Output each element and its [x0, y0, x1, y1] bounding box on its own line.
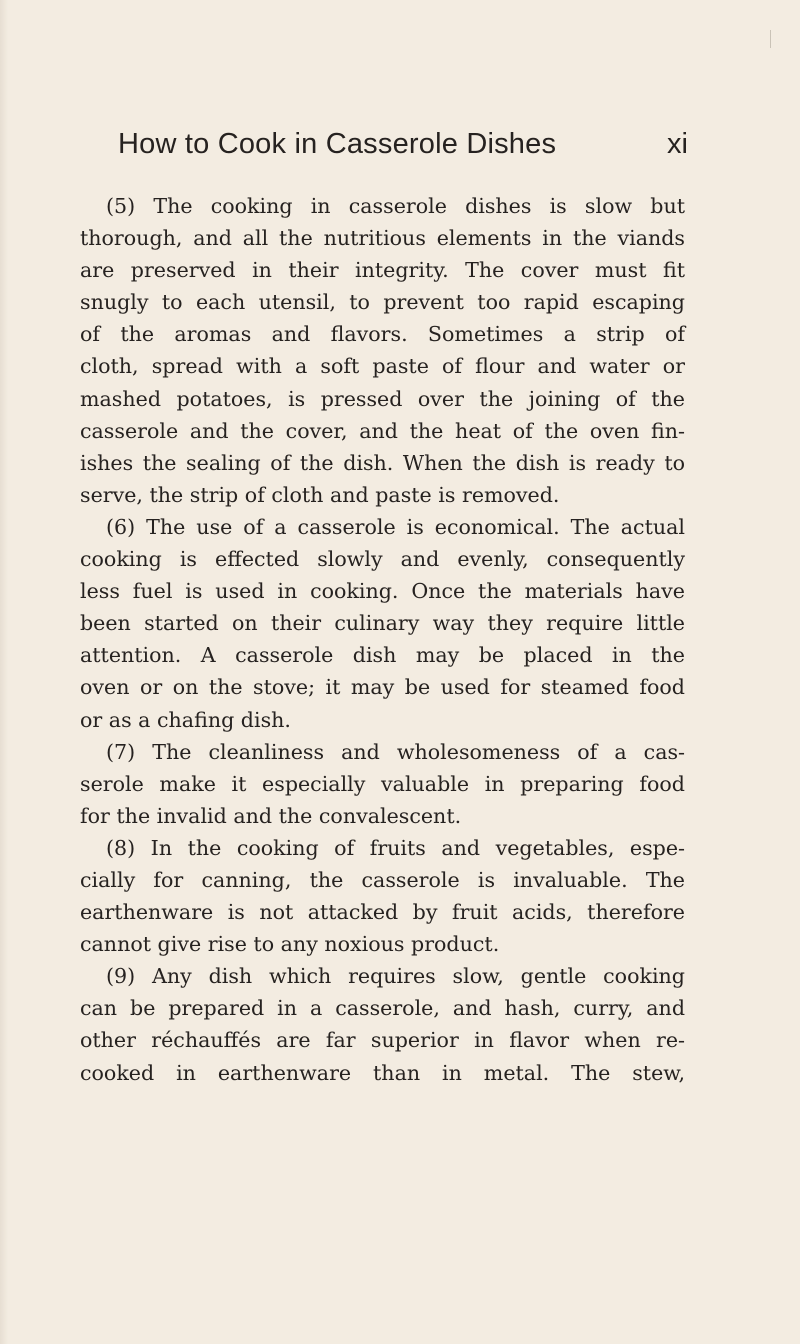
paragraph-7 — [80, 736, 685, 832]
text-line: been started on their culinary way they require little — [80, 611, 685, 636]
text-line: (8) In the cooking of fruits and vegetables, espe- — [106, 835, 685, 860]
paragraph-8 — [80, 832, 685, 960]
text-line: for the invalid and the convalescent. — [80, 803, 462, 828]
text-line: casserole and the cover, and the heat of the oven fin- — [80, 418, 685, 443]
text-line: snugly to each utensil, to prevent too rapid escaping — [80, 290, 685, 315]
text-line: of the aromas and flavors. Sometimes a strip of — [80, 322, 685, 347]
running-title: How to Cook in Casserole Dishes — [118, 128, 557, 160]
text-line: thorough, and all the nutritious elements in the viands — [80, 226, 685, 251]
text-line: or as a chafing dish. — [80, 707, 291, 732]
text-line: cooking is effected slowly and evenly, consequently — [80, 547, 685, 572]
text-line: cooked in earthenware than in metal. The stew, — [80, 1060, 685, 1085]
paragraph-9 — [80, 960, 685, 1088]
text-line: cloth, spread with a soft paste of flour and water or — [80, 354, 685, 379]
text-line: earthenware is not attacked by fruit acids, therefore — [80, 900, 685, 925]
text-line: (5) The cooking in casserole dishes is slow but — [106, 194, 685, 218]
text-line: mashed potatoes, is pressed over the joining of the — [80, 386, 685, 411]
page-edge-mark — [770, 30, 771, 48]
text-line: (7) The cleanliness and wholesomeness of a cas- — [106, 739, 685, 764]
text-line: attention. A casserole dish may be placed in the — [80, 643, 685, 668]
page-number: xi — [667, 128, 688, 160]
text-line: (6) The use of a casserole is economical. The actual — [106, 514, 685, 539]
text-line: cially for canning, the casserole is invaluable. The — [80, 867, 685, 892]
text-line: ishes the sealing of the dish. When the dish is ready to — [80, 450, 685, 475]
text-line: cannot give rise to any noxious product. — [80, 932, 500, 957]
paragraph-6 — [80, 511, 685, 736]
text-line: oven or on the stove; it may be used for steamed food — [80, 675, 685, 700]
text-line: are preserved in their integrity. The cover must fit — [80, 258, 685, 283]
text-line: serole make it especially valuable in preparing food — [80, 771, 685, 796]
paragraph-5 — [80, 190, 685, 511]
body-text — [80, 190, 685, 1089]
text-line: serve, the strip of cloth and paste is removed. — [80, 482, 560, 507]
page-header — [118, 128, 688, 168]
text-line: less fuel is used in cooking. Once the materials have — [80, 579, 685, 604]
text-line: other réchauffés are far superior in flavor when re- — [80, 1028, 685, 1053]
text-line: can be prepared in a casserole, and hash, curry, and — [80, 996, 685, 1021]
page-gutter-shadow — [0, 0, 8, 1344]
text-line: (9) Any dish which requires slow, gentle cooking — [106, 964, 685, 989]
